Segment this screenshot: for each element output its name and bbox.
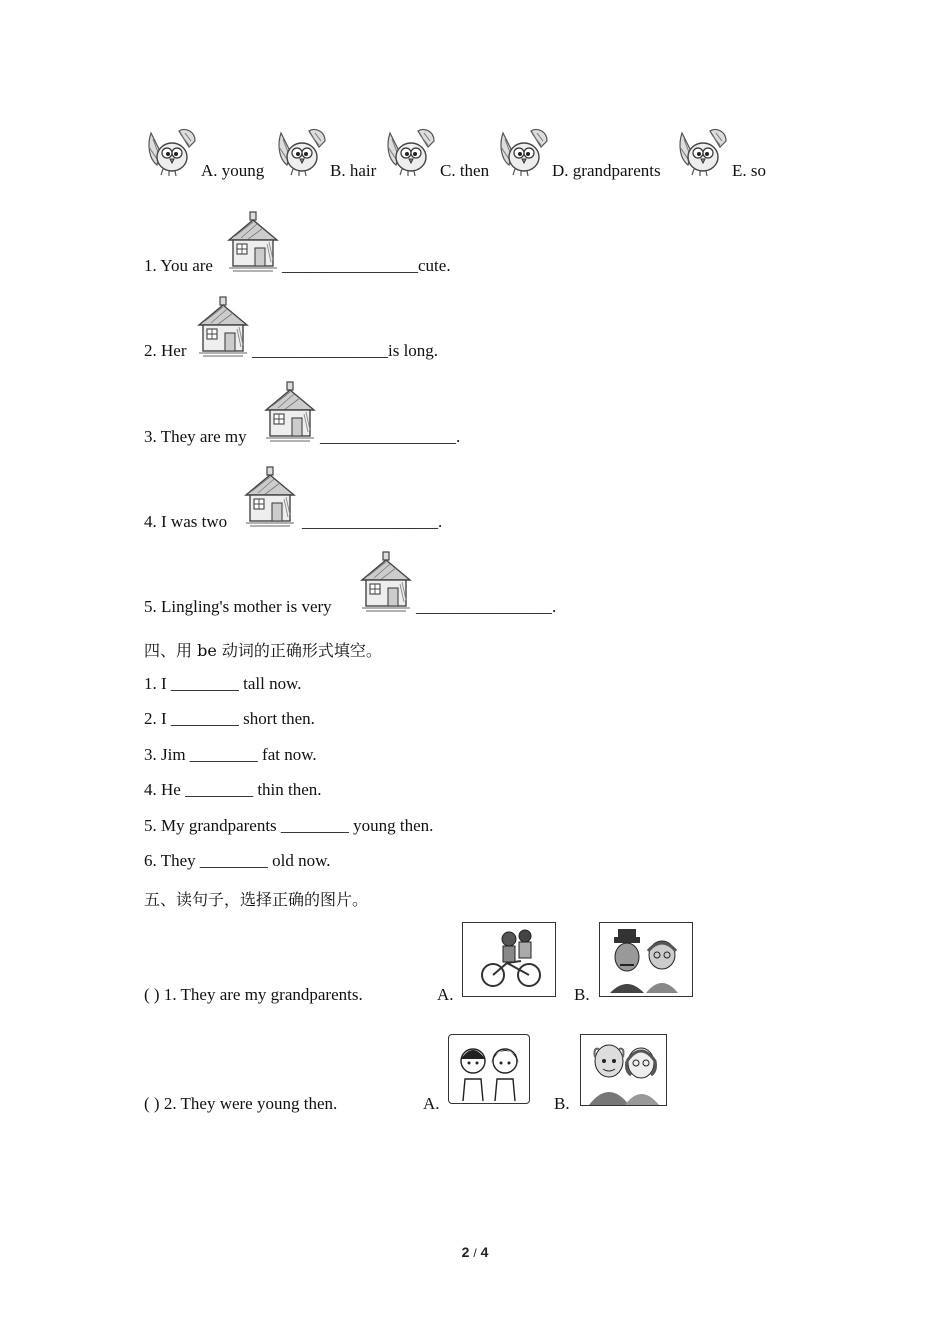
house-icon — [193, 295, 253, 359]
question-1-option-a-picture[interactable] — [462, 922, 556, 997]
bird-icon — [145, 125, 199, 179]
section-5-title: 五、读句子，选择正确的图片。 — [144, 890, 369, 909]
fill-item-1-blank[interactable]: ________________cute. — [282, 256, 451, 275]
question-2-option-b-picture[interactable] — [580, 1034, 667, 1106]
fill-item-5-text: 5. Lingling's mother is very — [144, 597, 332, 616]
fill-item-5-blank[interactable]: ________________. — [416, 597, 557, 616]
word-option-b: B. hair — [330, 161, 377, 180]
bird-icon — [384, 125, 438, 179]
grandparents-icon — [581, 1035, 666, 1105]
section-4-title: 四、用 be 动词的正确形式填空。 — [144, 641, 382, 660]
question-1-text[interactable]: ( ) 1. They are my grandparents. — [144, 985, 363, 1004]
bird-icon — [497, 125, 551, 179]
fill-item-3-text: 3. They are my — [144, 427, 247, 446]
be-item-1[interactable]: 1. I ________ tall now. — [144, 674, 302, 693]
children-on-bicycle-icon — [463, 923, 555, 996]
be-item-2[interactable]: 2. I ________ short then. — [144, 709, 315, 728]
bird-icon — [676, 125, 730, 179]
word-option-a: A. young — [201, 161, 265, 180]
word-option-d: D. grandparents — [552, 161, 661, 180]
question-2-option-b-label: B. — [554, 1094, 570, 1113]
house-icon — [223, 210, 283, 274]
fill-item-1-text: 1. You are — [144, 256, 213, 275]
question-2-text[interactable]: ( ) 2. They were young then. — [144, 1094, 338, 1113]
page-total: 4 — [480, 1244, 489, 1260]
fill-item-2-text: 2. Her — [144, 341, 187, 360]
word-option-c: C. then — [440, 161, 490, 180]
house-icon — [260, 380, 320, 444]
question-2-option-a-picture[interactable] — [448, 1034, 530, 1104]
page-current: 2 — [461, 1244, 470, 1260]
house-icon — [240, 465, 300, 529]
page-number — [0, 1244, 950, 1260]
fill-item-3-blank[interactable]: ________________. — [320, 427, 461, 446]
fill-item-2-blank[interactable]: ________________is long. — [252, 341, 439, 360]
be-item-4[interactable]: 4. He ________ thin then. — [144, 780, 322, 799]
page-separator: / — [473, 1246, 477, 1260]
bird-icon — [275, 125, 329, 179]
house-icon — [356, 550, 416, 614]
fill-item-4-blank[interactable]: ________________. — [302, 512, 443, 531]
be-item-5[interactable]: 5. My grandparents ________ young then. — [144, 816, 434, 835]
fill-item-4-text: 4. I was two — [144, 512, 228, 531]
question-2-option-a-label: A. — [423, 1094, 440, 1113]
be-item-6[interactable]: 6. They ________ old now. — [144, 851, 331, 870]
question-1-option-b-label: B. — [574, 985, 590, 1004]
question-1-option-b-picture[interactable] — [599, 922, 693, 997]
young-couple-icon — [449, 1035, 529, 1103]
elderly-couple-icon — [600, 923, 692, 996]
question-1-option-a-label: A. — [437, 985, 454, 1004]
be-item-3[interactable]: 3. Jim ________ fat now. — [144, 745, 317, 764]
word-option-e: E. so — [732, 161, 766, 180]
